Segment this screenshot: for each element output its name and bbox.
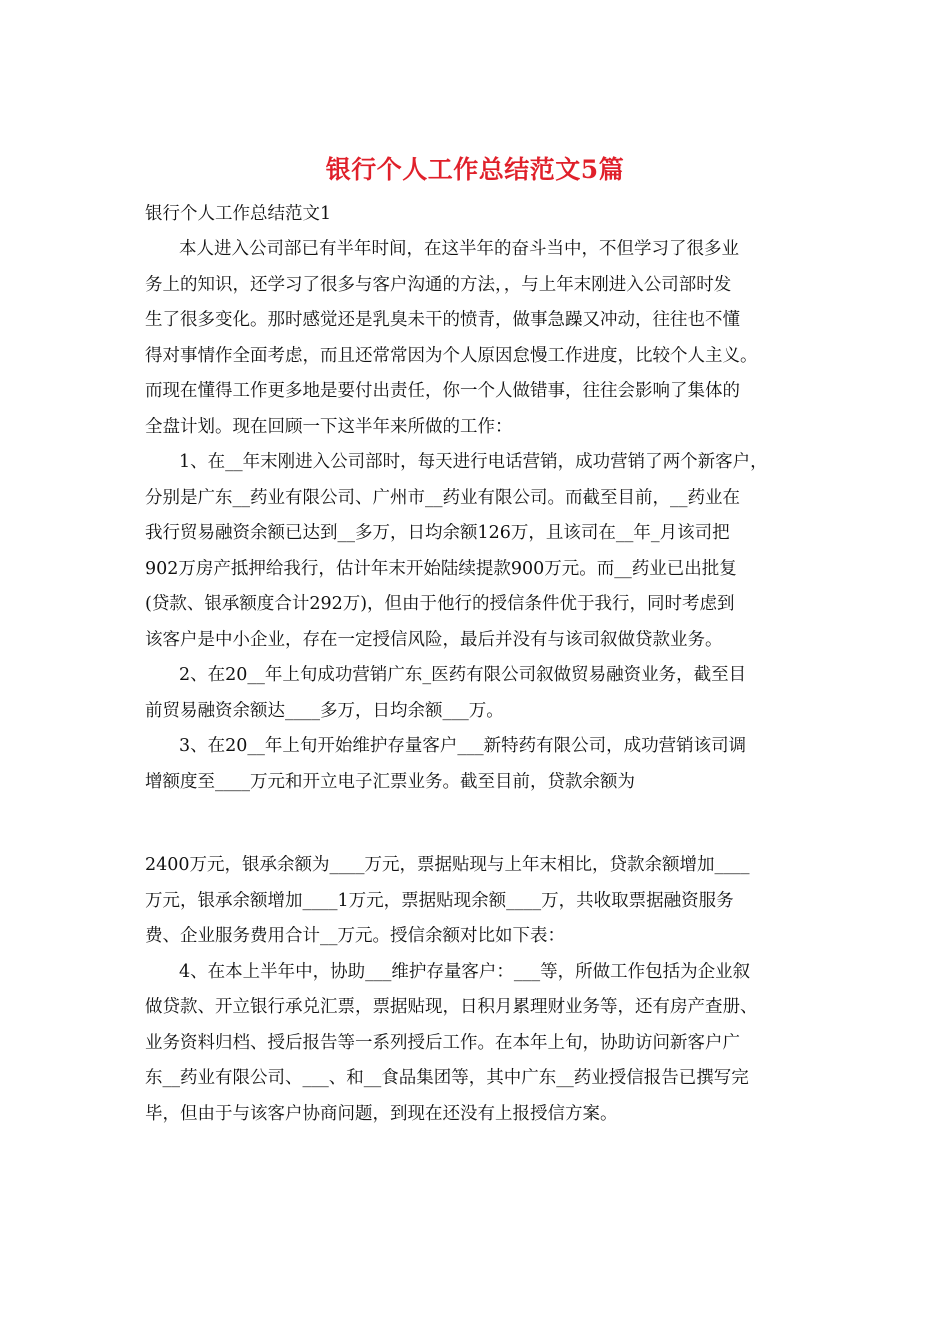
paragraph-line: 本人进入公司部已有半年时间，在这半年的奋斗当中，不但学习了很多业 (179, 239, 739, 259)
paragraph-line: 2、在20__年上旬成功营销广东_医药有限公司叙做贸易融资业务，截至目 (179, 665, 747, 685)
body-block-b (145, 848, 805, 1132)
paragraph-line: 2400万元，银承余额为____万元，票据贴现与上年末相比，贷款余额增加____ (145, 855, 750, 875)
body-block-a (145, 232, 805, 800)
paragraph-line: 毕，但由于与该客户协商问题，到现在还没有上报授信方案。 (145, 1103, 618, 1124)
paragraph-line: 3、在20__年上旬开始维护存量客户___新特药有限公司，成功营销该司调 (179, 736, 747, 756)
paragraph-line: (贷款、银承额度合计292万)，但由于他行的授信条件优于我行，同时考虑到 (145, 594, 735, 614)
paragraph-line: 做贷款、开立银行承兑汇票，票据贴现，日积月累理财业务等，还有房产查册、 (145, 997, 758, 1017)
paragraph-line: 得对事情作全面考虑，而且还常常因为个人原因怠慢工作进度，比较个人主义。 (145, 345, 758, 366)
paragraph-line: 分别是广东__药业有限公司、广州市__药业有限公司。而截至目前，__药业在 (145, 487, 740, 508)
paragraph-line: 费、企业服务费用合计__万元。授信余额对比如下表： (145, 926, 565, 946)
paragraph-line: 前贸易融资余额达____多万，日均余额___万。 (145, 700, 504, 721)
paragraph-line: 4、在本上半年中，协助___维护存量客户：___等，所做工作包括为企业叙 (179, 961, 751, 982)
paragraph-line: 该客户是中小企业，存在一定授信风险，最后并没有与该司叙做贷款业务。 (145, 629, 723, 650)
document-title: 银行个人工作总结范文5篇 (325, 155, 625, 184)
paragraph-line: 务上的知识，还学习了很多与客户沟通的方法，，与上年末刚进入公司部时发 (145, 274, 732, 295)
paragraph-line: 东__药业有限公司、___、和__食品集团等，其中广东__药业授信报告已撰写完 (145, 1068, 749, 1088)
paragraph-line: 全盘计划。现在回顾一下这半年来所做的工作： (145, 416, 513, 437)
paragraph-line: 1、在__年末刚进入公司部时，每天进行电话营销，成功营销了两个新客户， (179, 452, 768, 472)
section-heading: 银行个人工作总结范文1 (145, 204, 332, 224)
paragraph-line: 我行贸易融资余额已达到__多万，日均余额126万，且该司在__年_月该司把 (145, 523, 730, 543)
paragraph-line: 生了很多变化。那时感觉还是乳臭未干的愤青，做事急躁又冲动，往往也不懂 (145, 310, 740, 330)
paragraph-line: 万元，银承余额增加____1万元，票据贴现余额____万，共收取票据融资服务 (145, 890, 734, 911)
paragraph-line: 业务资料归档、授后报告等一系列授后工作。在本年上旬，协助访问新客户广 (145, 1032, 740, 1053)
paragraph-line: 902万房产抵押给我行，估计年末开始陆续提款900万元。而__药业已出批复 (145, 558, 737, 579)
paragraph-line: 增额度至____万元和开立电子汇票业务。截至目前，贷款余额为 (145, 771, 635, 792)
paragraph-line: 而现在懂得工作更多地是要付出责任，你一个人做错事，往往会影响了集体的 (145, 381, 740, 401)
